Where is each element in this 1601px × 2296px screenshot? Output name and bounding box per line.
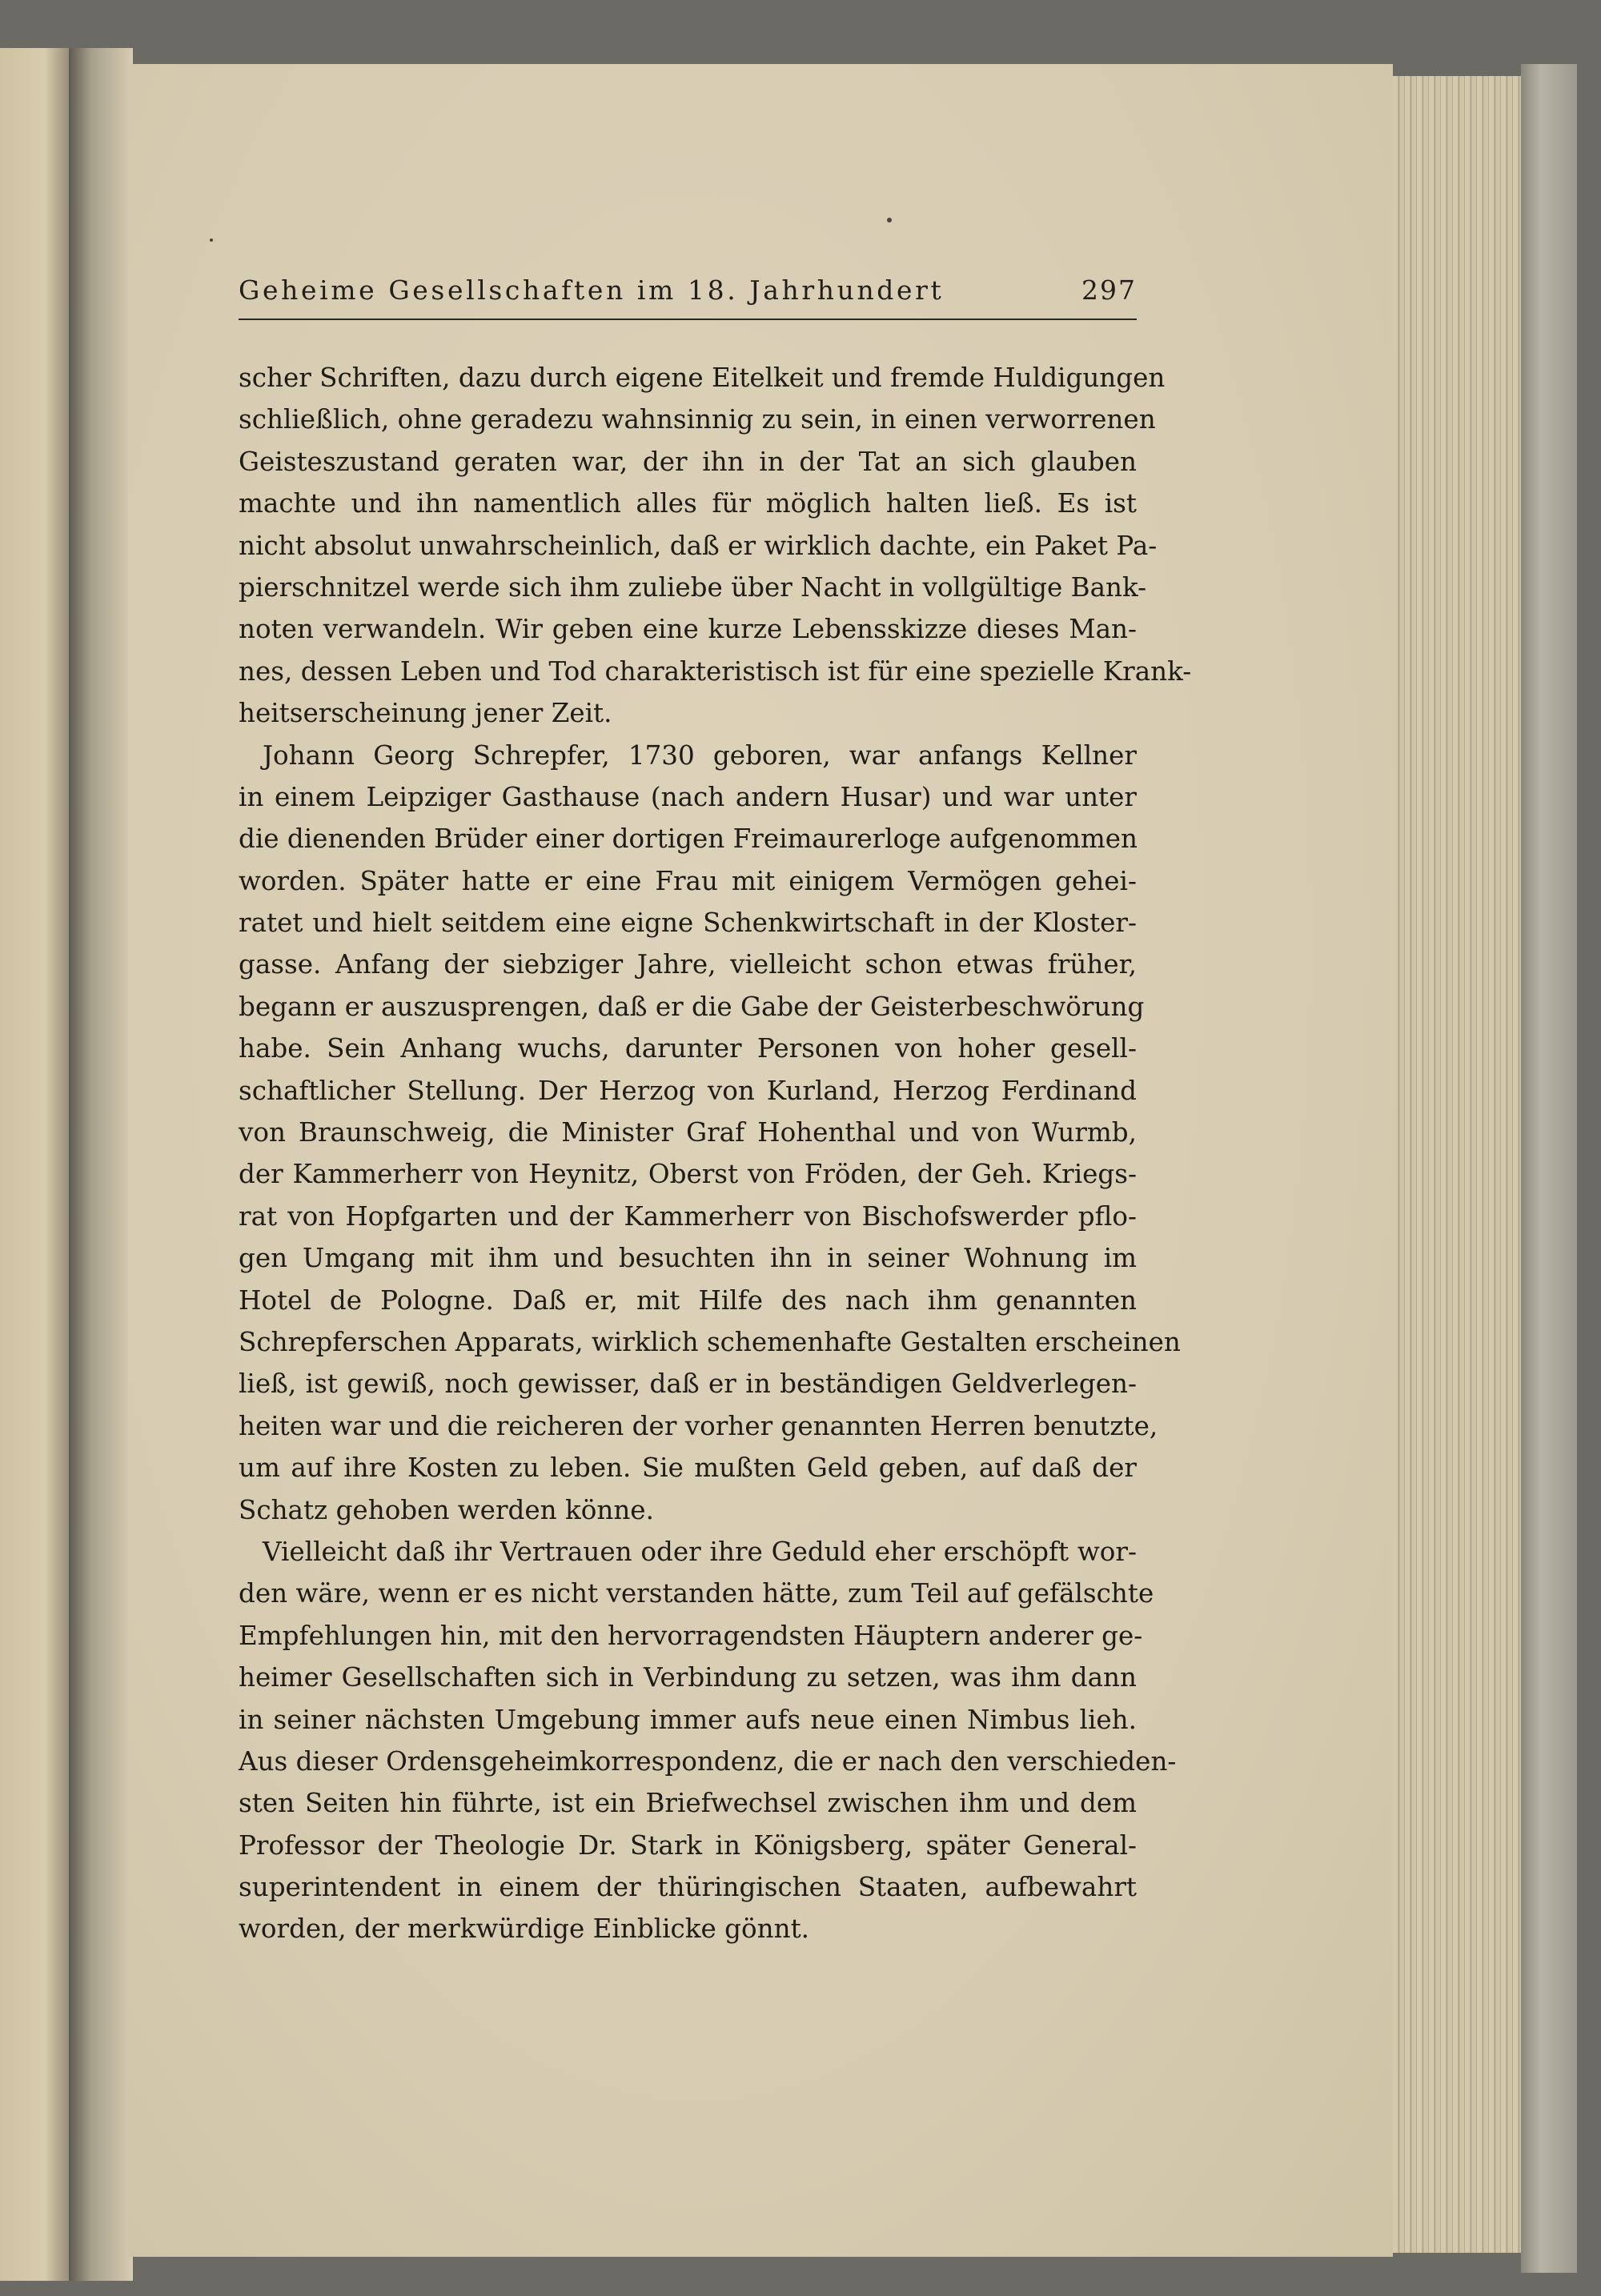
text-line: Vielleicht daß ihr Vertrauen oder ihre Geduld eher erschöpft wor- xyxy=(263,1536,1137,1567)
text-line: den wäre, wenn er es nicht verstanden hätte, zum Teil auf gefälschte xyxy=(239,1578,1154,1609)
text-line: heitserscheinung jener Zeit. xyxy=(239,698,612,729)
text-line: schließlich, ohne geradezu wahnsinnig zu sein, in einen verworrenen xyxy=(239,404,1156,435)
text-line: heimer Gesellschaften sich in Verbindung zu setzen, was ihm dann xyxy=(239,1662,1137,1693)
text-line: superintendent in einem der thüringischen Staaten, aufbewahrt xyxy=(239,1872,1137,1903)
page-block-edges xyxy=(1393,76,1521,2253)
previous-page-edge xyxy=(0,48,74,2281)
text-line: pierschnitzel werde sich ihm zuliebe über Nacht in vollgültige Bank- xyxy=(239,571,1147,603)
text-line: in einem Leipziger Gasthause (nach andern Husar) und war unter xyxy=(239,781,1137,812)
text-line: ließ, ist gewiß, noch gewisser, daß er in beständigen Geldverlegen- xyxy=(239,1368,1137,1400)
paper-speck xyxy=(210,238,213,242)
text-line: noten verwandeln. Wir geben eine kurze Lebensskizze dieses Man- xyxy=(239,614,1137,645)
text-line: Schatz gehoben werden könne. xyxy=(239,1494,654,1525)
text-line: worden, der merkwürdige Einblicke gönnt. xyxy=(239,1913,810,1945)
text-line: Aus dieser Ordensgeheimkorrespondenz, die er nach den verschieden- xyxy=(239,1745,1177,1777)
text-line: scher Schriften, dazu durch eigene Eitelkeit und fremde Huldigungen xyxy=(239,363,1166,393)
text-line: rat von Hopfgarten und der Kammerherr von Bischofswerder pflo- xyxy=(239,1200,1137,1232)
text-line: Johann Georg Schrepfer, 1730 geboren, war anfangs Kellner xyxy=(263,739,1137,771)
running-header xyxy=(239,270,1137,320)
text-line: habe. Sein Anhang wuchs, darunter Personen von hoher gesell- xyxy=(239,1033,1137,1064)
text-line: ratet und hielt seitdem eine eigne Schenkwirtschaft in der Kloster- xyxy=(239,908,1137,939)
text-line: Geisteszustand geraten war, der ihn in der Tat an sich glauben xyxy=(239,446,1137,477)
text-line: gasse. Anfang der siebziger Jahre, vielleicht schon etwas früher, xyxy=(239,949,1137,980)
text-line: Hotel de Pologne. Daß er, mit Hilfe des nach ihm genannten xyxy=(239,1284,1137,1316)
book-cover-edge xyxy=(1521,64,1577,2273)
paper-speck xyxy=(887,218,892,222)
text-line: die dienenden Brüder einer dortigen Freimaurerloge aufgenommen xyxy=(239,823,1138,855)
text-line: schaftlicher Stellung. Der Herzog von Kurland, Herzog Ferdinand xyxy=(239,1075,1137,1106)
text-line: Professor der Theologie Dr. Stark in Königsberg, später General- xyxy=(239,1829,1137,1861)
text-line: worden. Später hatte er eine Frau mit einigem Vermögen gehei- xyxy=(239,865,1137,896)
text-line: gen Umgang mit ihm und besuchten ihn in seiner Wohnung im xyxy=(239,1243,1137,1274)
text-line: der Kammerherr von Heynitz, Oberst von Fröden, der Geh. Kriegs- xyxy=(239,1159,1137,1190)
text-line: Schrepferschen Apparats, wirklich schemenhafte Gestalten erscheinen xyxy=(239,1326,1181,1357)
body-text xyxy=(239,357,1192,1950)
text-line: um auf ihre Kosten zu leben. Sie mußten Geld geben, auf daß der xyxy=(239,1453,1137,1484)
paragraph xyxy=(239,357,1192,735)
text-line: nicht absolut unwahrscheinlich, daß er wirklich dachte, ein Paket Pa- xyxy=(239,530,1158,561)
text-line: nes, dessen Leben und Tod charakteristisch ist für eine spezielle Krank- xyxy=(239,655,1192,687)
book-gutter-shadow xyxy=(69,48,133,2281)
running-title: Geheime Gesellschaften im 18. Jahrhundert xyxy=(239,274,945,306)
text-line: begann er auszusprengen, daß er die Gabe der Geisterbeschwörung xyxy=(239,991,1145,1022)
text-line: von Braunschweig, die Minister Graf Hohenthal und von Wurmb, xyxy=(239,1117,1137,1148)
text-line: sten Seiten hin führte, ist ein Briefwechsel zwischen ihm und dem xyxy=(239,1788,1137,1819)
paragraph xyxy=(239,1531,1177,1950)
page-number: 297 xyxy=(1081,274,1137,306)
paragraph xyxy=(239,735,1181,1531)
text-line: heiten war und die reicheren der vorher genannten Herren benutzte, xyxy=(239,1410,1158,1441)
text-line: machte und ihn namentlich alles für möglich halten ließ. Es ist xyxy=(239,488,1137,519)
text-line: Empfehlungen hin, mit den hervorragendsten Häuptern anderer ge- xyxy=(239,1620,1143,1651)
text-line: in seiner nächsten Umgebung immer aufs neue einen Nimbus lieh. xyxy=(239,1704,1137,1735)
